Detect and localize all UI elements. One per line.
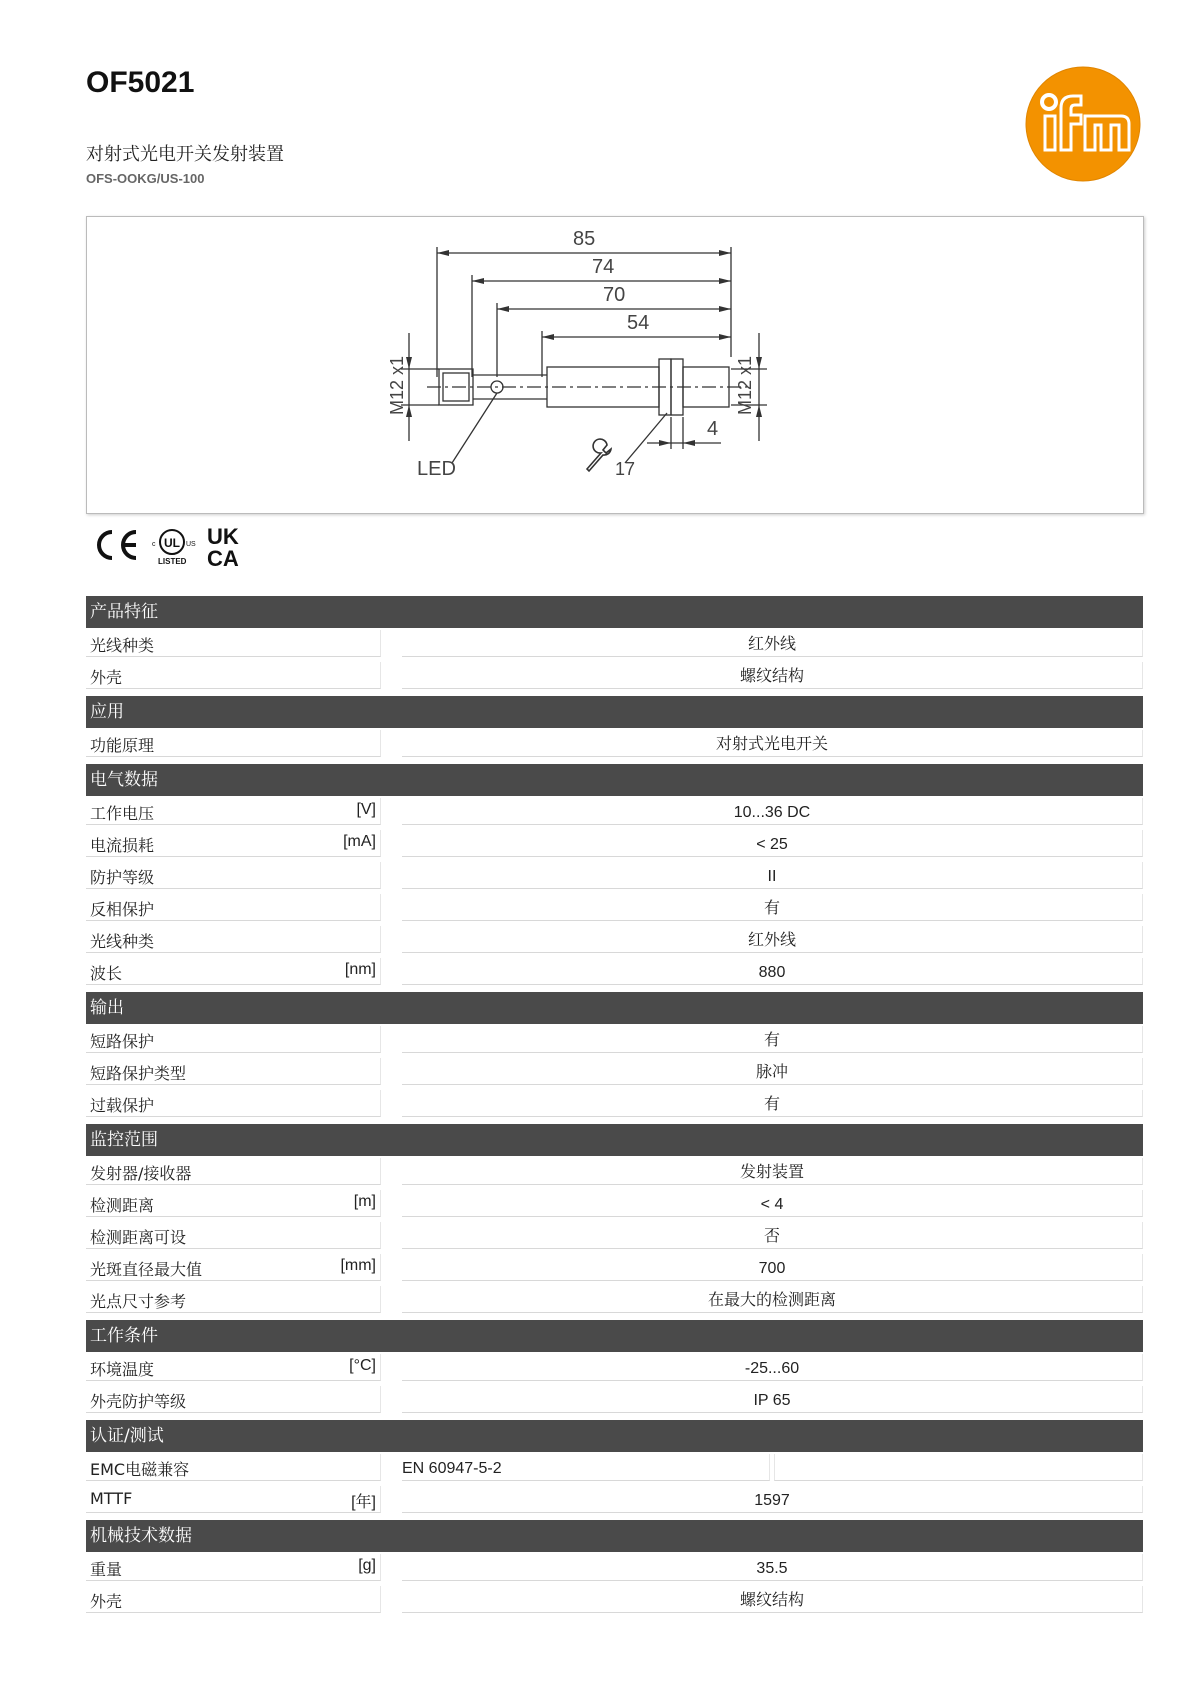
spec-row xyxy=(86,1452,1143,1484)
spec-name: 检测距离可设 xyxy=(90,1228,187,1247)
spec-row xyxy=(86,1284,1143,1316)
spec-value: 1597 xyxy=(402,1486,1143,1513)
spec-unit: [年] xyxy=(351,1494,376,1511)
spec-value: 有 xyxy=(402,1090,1143,1117)
spec-name: 光点尺寸参考 xyxy=(90,1292,187,1311)
dim-4: 4 xyxy=(707,418,719,440)
spec-label-cell xyxy=(86,1222,381,1249)
section-header: 应用 xyxy=(86,696,1143,728)
spec-label-cell xyxy=(86,1386,381,1413)
spec-row xyxy=(86,1552,1143,1584)
spec-value: -25...60 xyxy=(402,1354,1143,1381)
spec-name: 波长 xyxy=(90,964,123,983)
spec-name: 反相保护 xyxy=(90,900,155,919)
spec-value: 对射式光电开关 xyxy=(402,730,1143,757)
spec-row xyxy=(86,860,1143,892)
spec-row xyxy=(86,660,1143,692)
svg-text:LISTED: LISTED xyxy=(158,557,187,566)
spec-value: < 4 xyxy=(402,1190,1143,1217)
spec-name: 功能原理 xyxy=(90,736,155,755)
spec-label-cell xyxy=(86,1254,381,1281)
spec-label-cell xyxy=(86,1026,381,1053)
spec-value: 否 xyxy=(402,1222,1143,1249)
spec-value: 有 xyxy=(402,894,1143,921)
spec-value: 880 xyxy=(402,958,1143,985)
spec-label-cell xyxy=(86,1454,381,1481)
spec-name: 环境温度 xyxy=(90,1360,155,1379)
dim-70: 70 xyxy=(603,284,626,306)
dim-74: 74 xyxy=(592,256,615,278)
spec-name: MTTF xyxy=(90,1489,133,1508)
section-header: 工作条件 xyxy=(86,1320,1143,1352)
spec-row xyxy=(86,1584,1143,1616)
spec-value: 红外线 xyxy=(402,926,1143,953)
svg-text:US: US xyxy=(186,541,196,548)
spec-unit: [g] xyxy=(358,1557,376,1574)
led-label: LED xyxy=(417,458,456,480)
ul-listed-icon xyxy=(152,530,196,566)
spec-value: 10...36 DC xyxy=(402,798,1143,825)
spec-row xyxy=(86,728,1143,760)
spec-unit: [mm] xyxy=(340,1257,376,1274)
spec-name: 外壳防护等级 xyxy=(90,1392,187,1411)
spec-row xyxy=(86,628,1143,660)
dim-54: 54 xyxy=(627,312,650,334)
spec-unit: [V] xyxy=(356,801,376,818)
spec-label-cell xyxy=(86,1058,381,1085)
product-subtitle: 对射式光电开关发射装置 xyxy=(86,144,284,165)
spec-name: 工作电压 xyxy=(90,804,155,823)
ukca-mark-icon xyxy=(207,524,239,570)
spec-row xyxy=(86,892,1143,924)
spec-label-cell xyxy=(86,630,381,657)
ce-mark-icon xyxy=(99,532,136,558)
spec-label-cell xyxy=(86,1554,381,1581)
spec-row xyxy=(86,924,1143,956)
spec-value-empty xyxy=(774,1454,1143,1481)
spec-row xyxy=(86,828,1143,860)
spec-label-cell xyxy=(86,830,381,857)
spec-unit: [mA] xyxy=(343,833,376,850)
spec-unit: [m] xyxy=(353,1193,376,1210)
wrench-icon xyxy=(587,439,611,471)
spec-name: EMC电磁兼容 xyxy=(90,1460,190,1479)
spec-label-cell xyxy=(86,862,381,889)
spec-row xyxy=(86,1056,1143,1088)
spec-label-cell xyxy=(86,1090,381,1117)
spec-label-cell xyxy=(86,1586,381,1613)
section-header: 认证/测试 xyxy=(86,1420,1143,1452)
section-header: 机械技术数据 xyxy=(86,1520,1143,1552)
spec-row xyxy=(86,1188,1143,1220)
spec-label-cell xyxy=(86,662,381,689)
svg-text:CA: CA xyxy=(207,546,239,570)
dim-85: 85 xyxy=(573,228,596,250)
svg-text:UK: UK xyxy=(207,524,239,549)
spec-name: 光线种类 xyxy=(90,636,155,655)
thread-label-left: M12 x1 xyxy=(387,355,407,415)
spec-label-cell xyxy=(86,730,381,757)
spec-name: 光斑直径最大值 xyxy=(90,1260,203,1279)
spec-name: 防护等级 xyxy=(90,868,155,887)
spec-row xyxy=(86,956,1143,988)
spec-value: IP 65 xyxy=(402,1386,1143,1413)
spec-label-cell xyxy=(86,1354,381,1381)
spec-value: 在最大的检测距离 xyxy=(402,1286,1143,1313)
dim-17: 17 xyxy=(615,459,636,479)
spec-table xyxy=(86,596,1143,1620)
spec-value: 发射装置 xyxy=(402,1158,1143,1185)
section-header: 产品特征 xyxy=(86,596,1143,628)
dimension-drawing xyxy=(86,216,1144,514)
article-code: OFS-OOKG/US-100 xyxy=(86,171,205,186)
spec-value: 红外线 xyxy=(402,630,1143,657)
spec-row xyxy=(86,1220,1143,1252)
spec-row xyxy=(86,1352,1143,1384)
section-gap xyxy=(86,1616,1143,1620)
spec-name: 检测距离 xyxy=(90,1196,155,1215)
spec-label-cell xyxy=(86,926,381,953)
spec-label-cell xyxy=(86,894,381,921)
section-header: 电气数据 xyxy=(86,764,1143,796)
certification-marks xyxy=(92,522,262,570)
spec-value: 螺纹结构 xyxy=(402,662,1143,689)
spec-name: 短路保护类型 xyxy=(90,1064,187,1083)
section-header: 监控范围 xyxy=(86,1124,1143,1156)
svg-text:c: c xyxy=(152,541,156,548)
product-title: OF5021 xyxy=(86,66,195,99)
spec-value: 700 xyxy=(402,1254,1143,1281)
spec-row xyxy=(86,1156,1143,1188)
spec-row xyxy=(86,1484,1143,1516)
spec-value: < 25 xyxy=(402,830,1143,857)
spec-label-cell xyxy=(86,798,381,825)
spec-label-cell xyxy=(86,1190,381,1217)
spec-row xyxy=(86,1252,1143,1284)
spec-name: 电流损耗 xyxy=(90,836,155,855)
spec-name: 重量 xyxy=(90,1560,123,1579)
thread-label-right: M12 x1 xyxy=(735,355,755,415)
spec-label-cell xyxy=(86,958,381,985)
spec-value: 螺纹结构 xyxy=(402,1586,1143,1613)
spec-name: 过载保护 xyxy=(90,1096,155,1115)
spec-name: 发射器/接收器 xyxy=(90,1164,192,1183)
spec-row xyxy=(86,796,1143,828)
section-header: 输出 xyxy=(86,992,1143,1024)
spec-value: II xyxy=(402,862,1143,889)
spec-unit: [nm] xyxy=(344,961,376,978)
spec-unit: [°C] xyxy=(349,1357,376,1374)
spec-row xyxy=(86,1088,1143,1120)
spec-value: EN 60947-5-2 xyxy=(402,1454,770,1481)
spec-name: 外壳 xyxy=(90,668,123,687)
spec-name: 光线种类 xyxy=(90,932,155,951)
spec-value: 有 xyxy=(402,1026,1143,1053)
spec-label-cell xyxy=(86,1486,381,1513)
spec-label-cell xyxy=(86,1158,381,1185)
spec-value: 脉冲 xyxy=(402,1058,1143,1085)
spec-row xyxy=(86,1384,1143,1416)
spec-row xyxy=(86,1024,1143,1056)
spec-label-cell xyxy=(86,1286,381,1313)
ifm-logo xyxy=(1025,66,1141,182)
spec-name: 短路保护 xyxy=(90,1032,155,1051)
spec-name: 外壳 xyxy=(90,1592,123,1611)
spec-value: 35.5 xyxy=(402,1554,1143,1581)
svg-text:UL: UL xyxy=(164,536,180,550)
